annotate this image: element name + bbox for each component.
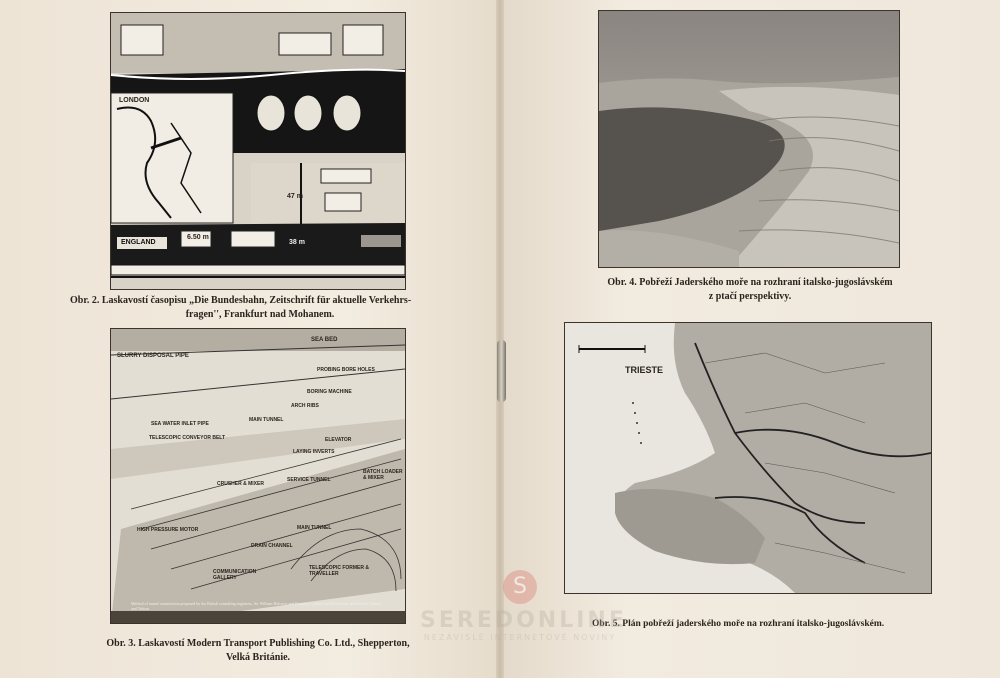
figure-4-caption bbox=[580, 276, 920, 304]
fig3-label-drain: DRAIN CHANNEL bbox=[251, 543, 293, 549]
figure-2-caption-line-1: Obr. 2. Laskavostí časopisu „Die Bundesbahn, Zeitschrift für aktuelle Verkehrs- bbox=[70, 295, 412, 306]
figure-5-caption: Obr. 5. Plán pobřeží jaderského moře na rozhraní italsko-jugoslávském. bbox=[592, 619, 885, 629]
watermark bbox=[420, 570, 627, 642]
fig3-label-communication: COMMUNICATION GALLERY bbox=[213, 569, 257, 581]
fig3-footnote: Method of tunnel construction proposed by the British consulting engineers, Sir William Halcrow and Partners, Livesey and Henderson, and Rendel, Palmer and Tritton. bbox=[131, 601, 382, 611]
staple bbox=[497, 340, 506, 402]
fig3-label-arch-ribs: ARCH RIBS bbox=[291, 403, 319, 409]
fig3-label-crusher: CRUSHER & MIXER bbox=[217, 481, 264, 487]
fig3-label-main-tunnel-1: MAIN TUNNEL bbox=[249, 417, 284, 423]
figure-3-caption bbox=[80, 637, 436, 665]
fig3-label-laying: LAYING INVERTS bbox=[293, 449, 335, 455]
fig3-label-batch: BATCH LOADER & MIXER bbox=[363, 469, 403, 481]
fig3-label-main-tunnel-2: MAIN TUNNEL bbox=[297, 525, 332, 531]
fig3-label-traveller: TELESCOPIC FORMER & TRAVELLER bbox=[309, 565, 370, 577]
figure-2-caption-line-2: fragen'', Frankfurt nad Mohanem. bbox=[185, 309, 335, 320]
figure-2-caption bbox=[70, 294, 450, 322]
figure-2-channel-tunnel-diagram bbox=[110, 12, 406, 290]
figure-4-caption-line-1: Obr. 4. Pobřeží Jaderského moře na rozhraní italsko-jugoslávském bbox=[607, 277, 893, 288]
fig3-label-probing: PROBING BORE HOLES bbox=[317, 367, 375, 373]
fig3-label-boring: BORING MACHINE bbox=[307, 389, 352, 395]
fig3-label-sea-water: SEA WATER INLET PIPE bbox=[151, 421, 209, 427]
watermark-subtitle: NEZÁVISLÉ INTERNETOVÉ NOVINY bbox=[423, 633, 617, 642]
fig5-label-trieste: TRIESTE bbox=[625, 365, 664, 375]
fig2-label-england: ENGLAND bbox=[121, 239, 156, 246]
fig2-label-depth-1: 47 m bbox=[287, 193, 303, 200]
fig3-label-service: SERVICE TUNNEL bbox=[287, 477, 331, 483]
figure-4-drawing bbox=[599, 11, 899, 267]
fig3-label-telescopic: TELESCOPIC CONVEYOR BELT bbox=[149, 435, 226, 441]
figure-4-aerial-coast-view bbox=[598, 10, 900, 268]
figure-5-drawing bbox=[565, 323, 931, 593]
figure-2-drawing bbox=[111, 13, 405, 289]
watermark-title: SEREDONLINE bbox=[420, 608, 627, 633]
fig3-label-high-pressure: HIGH PRESSURE MOTOR bbox=[137, 527, 199, 533]
figure-3-caption-line-1: Obr. 3. Laskavostí Modern Transport Publishing Co. Ltd., Shepperton, bbox=[106, 638, 410, 649]
figure-5-coast-map bbox=[564, 322, 932, 594]
fig3-label-elevator: ELEVATOR bbox=[325, 437, 352, 443]
fig2-label-depth-2: 38 m bbox=[289, 239, 305, 246]
watermark-logo-icon: S bbox=[503, 570, 537, 604]
fig3-label-slurry: SLURRY DISPOSAL PIPE bbox=[117, 353, 189, 359]
fig2-label-depth-3: 6.50 m bbox=[187, 234, 209, 241]
figure-3-caption-line-2: Velká Británie. bbox=[225, 652, 291, 663]
figure-4-caption-line-2: z ptačí perspektivy. bbox=[708, 291, 792, 302]
figure-3-tunnel-construction-drawing bbox=[110, 328, 406, 624]
fig2-label-london: LONDON bbox=[119, 97, 150, 104]
fig3-label-sea-bed: SEA BED bbox=[311, 337, 338, 343]
